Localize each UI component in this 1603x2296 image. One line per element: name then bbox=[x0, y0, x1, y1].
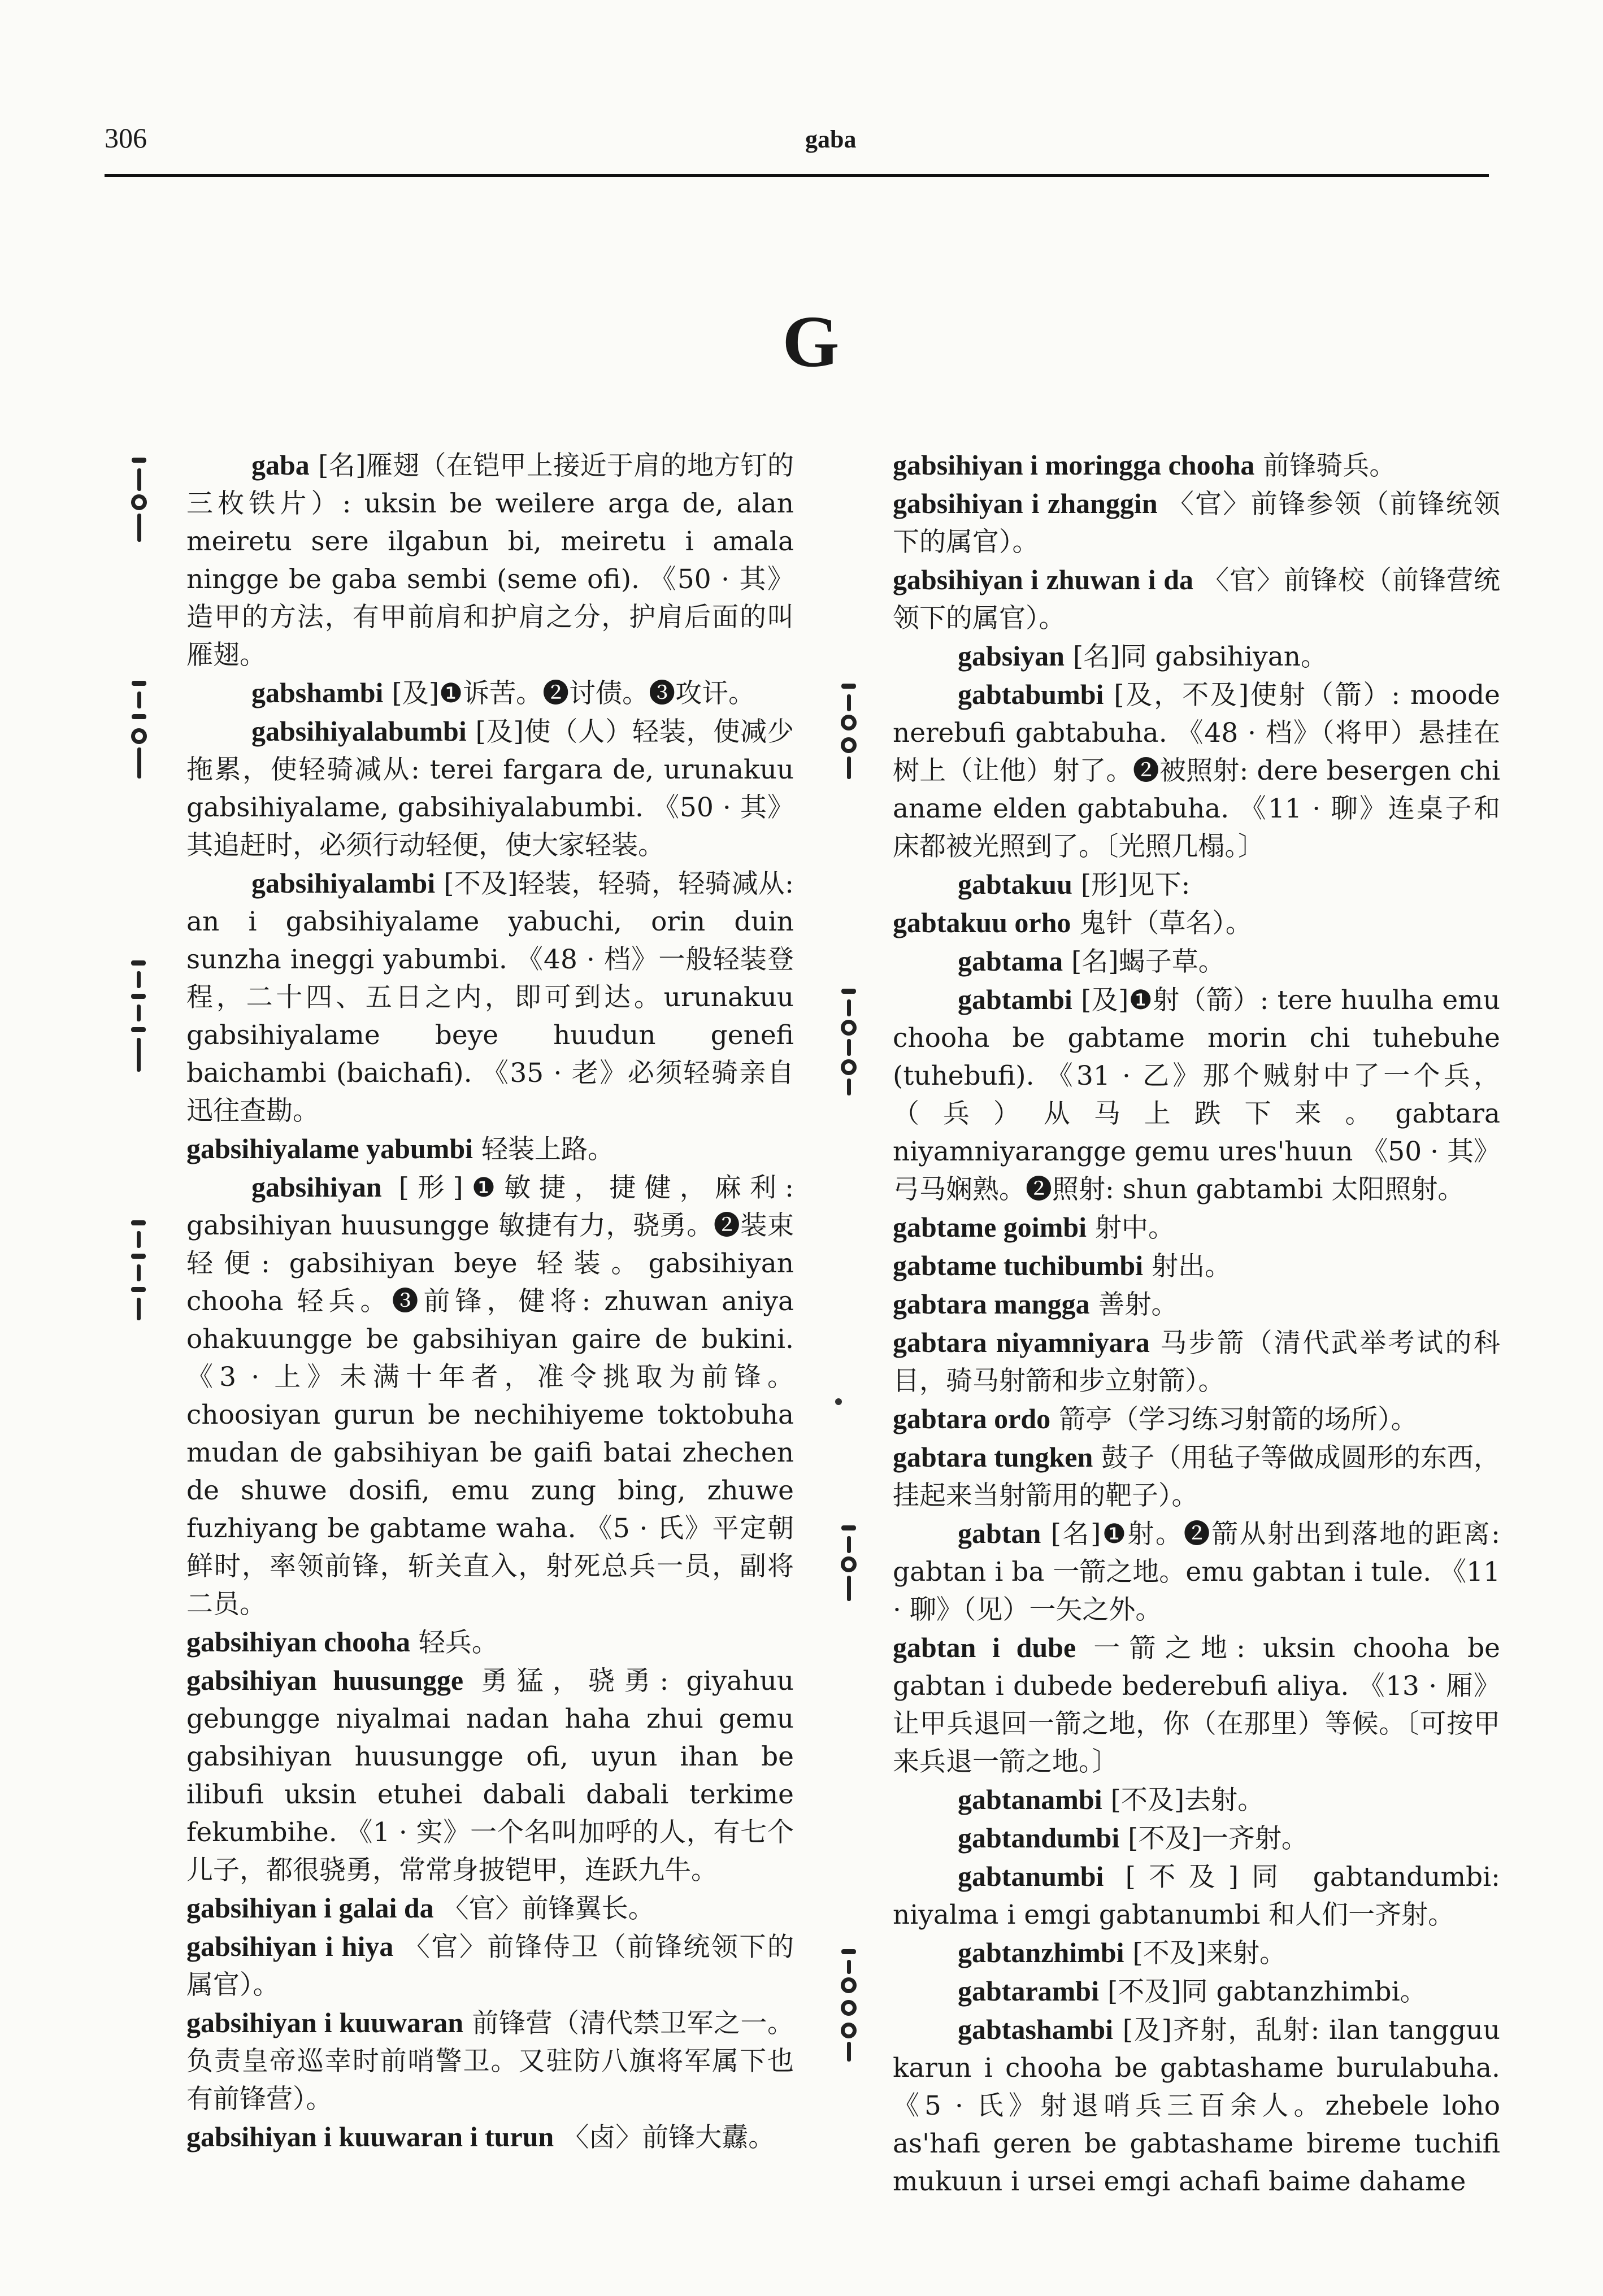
definition: [及]❶射（箭）: tere huulha emu chooha be gabtame morin chi tuhebuhe (tuhebufi). 《31 · 乙》那个贼射中了一个兵，（兵）从马上跌下来。gabtara niyamniyarangge gemu ures'huun 《50 · 其》弓马娴熟。❷照射: shun gabtambi 太阳照射。 bbox=[893, 985, 1500, 1205]
headword: gabsihiyan i kuuwaran i turun bbox=[186, 2121, 554, 2152]
definition: 善射。 bbox=[1089, 1289, 1178, 1320]
definition: [名]雁翅（在铠甲上接近于肩的地方钉的三枚铁片）: uksin be weilere arga de, alan meiretu sere ilgabun bi, meiretu i amala ningge be gaba sembi (seme ofi). 《50 · 其》造甲的方法，有甲前肩和护肩之分，护肩后面的叫雁翅。 bbox=[186, 450, 794, 671]
headword: gaba bbox=[251, 449, 310, 481]
definition: 勇猛，骁勇: giyahuu gebungge niyalmai nadan haha zhui gemu gabsihiyan huusungge ofi, uyun ihan be ilibufi uksin etuhei dabali dabali terkime fekumbihe. 《1 · 实》一个名叫加呼的人，有七个儿子，都很骁勇，常常身披铠甲，连跃九牛。 bbox=[186, 1666, 794, 1886]
manchu-script-mark bbox=[841, 678, 857, 779]
headword: gabsihiyalambi bbox=[251, 867, 436, 899]
definition: 鬼针（草名）。 bbox=[1071, 908, 1252, 939]
dictionary-entry bbox=[893, 1400, 1500, 1438]
dictionary-entry bbox=[893, 1324, 1500, 1400]
dictionary-entry bbox=[893, 1629, 1500, 1781]
dictionary-entry bbox=[893, 1972, 1500, 2011]
headword: gabtama bbox=[958, 945, 1063, 977]
headword: gabtara ordo bbox=[893, 1403, 1051, 1434]
dictionary-entry bbox=[186, 674, 794, 712]
dictionary-entry bbox=[893, 1781, 1500, 1819]
definition: [名]❶射。❷箭从射出到落地的距离: gabtan i ba 一箭之地。emu gabtan i tule. 《11 · 聊》（见）一矢之外。 bbox=[893, 1519, 1500, 1625]
header-rule bbox=[105, 174, 1489, 177]
headword: gabtame goimbi bbox=[893, 1211, 1087, 1243]
dictionary-entry bbox=[893, 866, 1500, 904]
definition: 箭亭（学习练习射箭的场所）。 bbox=[1050, 1404, 1418, 1435]
dictionary-entry bbox=[893, 1438, 1500, 1515]
headword: gabsiyan bbox=[958, 640, 1065, 672]
dictionary-entry bbox=[893, 1819, 1500, 1858]
headword: gabtakuu orho bbox=[893, 907, 1071, 938]
manchu-script-mark bbox=[131, 1215, 146, 1320]
dictionary-entry bbox=[186, 1928, 794, 2004]
headword: gabtakuu bbox=[958, 868, 1072, 900]
definition: 一箭之地: uksin chooha be gabtan i dubede bederebufi aliya. 《13 · 厢》让甲兵退回一箭之地，你（在那里）等候。〔可按甲来兵退一箭之地。〕 bbox=[893, 1633, 1500, 1777]
manchu-script-mark bbox=[131, 675, 147, 779]
dictionary-entry bbox=[893, 485, 1500, 561]
definition: [形]见下: bbox=[1072, 869, 1191, 901]
dictionary-entry bbox=[893, 1515, 1500, 1629]
headword: gabsihiyan i kuuwaran bbox=[186, 2007, 464, 2038]
dictionary-entry bbox=[893, 1934, 1500, 1972]
definition: [及]齐射，乱射: ilan tangguu karun i chooha be gabtashame burulabuha. 《5 · 氏》射退哨兵三百余人。zhebele loho as'hafi geren be gabtashame bireme tuchifi mukuun i ursei emgi achafi baime dahame bbox=[893, 2015, 1500, 2197]
dictionary-entry bbox=[186, 1623, 794, 1662]
headword: gabsihiyan i zhuwan i da bbox=[893, 564, 1193, 595]
manchu-script-mark bbox=[841, 983, 857, 1095]
headword: gabsihiyan huusungge bbox=[186, 1664, 464, 1696]
headword: gabsihiyan i zhanggin bbox=[893, 488, 1158, 519]
dictionary-entry bbox=[186, 1130, 794, 1168]
headword: gabsihiyalame yabumbi bbox=[186, 1133, 473, 1164]
headword: gabtame tuchibumbi bbox=[893, 1250, 1144, 1281]
left-column bbox=[186, 446, 794, 2156]
dictionary-entry bbox=[186, 446, 794, 674]
definition: 〈官〉前锋参领（前锋统领下的属官）。 bbox=[893, 489, 1500, 558]
definition: [形]❶敏捷，捷健，麻利: gabsihiyan huusungge 敏捷有力，骁勇。❷装束轻便: gabsihiyan beye 轻装。gabsihiyan chooha 轻兵。❸前锋，健将: zhuwan aniya ohakuungge be gabsihiyan gaire de bukini. 《3 · 上》未满十年者，准令挑取为前锋。choosiyan gurun be nechihiyeme toktobuha mudan de gabsihiyan be gaifi batai zhechen de shuwe dosifi, emu zung bing, zhuwe fuzhiyang be gabtame waha. 《5 · 氏》平定朝鲜时，率领前锋，斩关直入，射死总兵一员，副将二员。 bbox=[186, 1172, 794, 1620]
dictionary-entry bbox=[186, 2004, 794, 2118]
dictionary-entry bbox=[893, 676, 1500, 866]
definition: 轻兵。 bbox=[410, 1627, 498, 1658]
dictionary-entry bbox=[893, 904, 1500, 942]
manchu-script-mark bbox=[841, 1520, 857, 1601]
definition: 〈卤〉前锋大纛。 bbox=[554, 2122, 775, 2153]
dictionary-entry bbox=[893, 1208, 1500, 1247]
manchu-script-mark bbox=[841, 1943, 857, 2062]
definition: [及]❶诉苦。❷讨债。❸攻讦。 bbox=[383, 678, 755, 709]
headword: gabsihiyalabumbi bbox=[251, 715, 467, 747]
dictionary-entry bbox=[186, 864, 794, 1130]
manchu-script-mark bbox=[131, 955, 146, 1072]
headword: gabshambi bbox=[251, 677, 384, 708]
page-header bbox=[105, 121, 1489, 167]
dictionary-entry bbox=[186, 1662, 794, 1889]
headword: gabtara niyamniyara bbox=[893, 1327, 1150, 1358]
definition: [名]蝎子草。 bbox=[1063, 946, 1225, 977]
section-letter: G bbox=[782, 301, 840, 382]
definition: 射中。 bbox=[1087, 1212, 1175, 1243]
definition: 鼓子（用毡子等做成圆形的东西，挂起来当射箭用的靶子）。 bbox=[893, 1442, 1500, 1511]
definition: 轻装上路。 bbox=[473, 1134, 615, 1165]
dictionary-entry bbox=[893, 446, 1500, 485]
dictionary-entry bbox=[893, 981, 1500, 1208]
definition: [不及]同 gabtanzhimbi。 bbox=[1099, 1976, 1427, 2007]
headword: gabsihiyan i hiya bbox=[186, 1930, 394, 1962]
dictionary-entry bbox=[893, 561, 1500, 637]
definition: 前锋营（清代禁卫军之一。负责皇帝巡幸时前哨警卫。又驻防八旗将军属下也有前锋营）。 bbox=[186, 2008, 794, 2115]
headword: gabtashambi bbox=[958, 2014, 1114, 2045]
headword: gabsihiyan chooha bbox=[186, 1626, 410, 1658]
headword: gabsihiyan i moringga chooha bbox=[893, 449, 1255, 481]
headword: gabtandumbi bbox=[958, 1822, 1120, 1854]
dictionary-entry bbox=[893, 637, 1500, 676]
dictionary-entry bbox=[186, 1168, 794, 1623]
dictionary-entry bbox=[186, 1889, 794, 1928]
scan-speck bbox=[835, 1398, 842, 1405]
definition: [不及]来射。 bbox=[1124, 1938, 1287, 1969]
headword: gabtanambi bbox=[958, 1784, 1102, 1815]
headword: gabtan bbox=[958, 1517, 1041, 1549]
manchu-script-mark bbox=[131, 452, 147, 542]
headword: gabtanzhimbi bbox=[958, 1937, 1124, 1968]
headword: gabsihiyan bbox=[251, 1171, 382, 1203]
definition: [及，不及]使射（箭）: moode nerebufi gabtabuha. 《48 · 档》（将甲）悬挂在树上（让他）射了。❷被照射: dere besergen chi aname elden gabtabuha. 《11 · 聊》连桌子和床都被光照到了。〔光照几榻。〕 bbox=[893, 680, 1500, 862]
definition: [不及]同 gabtandumbi: niyalma i emgi gabtanumbi 和人们一齐射。 bbox=[893, 1862, 1500, 1930]
dictionary-entry bbox=[893, 1247, 1500, 1285]
dictionary-entry bbox=[893, 2011, 1500, 2201]
headword: gabtanumbi bbox=[958, 1860, 1104, 1892]
definition: [不及]去射。 bbox=[1102, 1785, 1265, 1816]
definition: [名]同 gabsihiyan。 bbox=[1064, 641, 1328, 672]
headword: gabtara mangga bbox=[893, 1288, 1090, 1320]
page-number: 306 bbox=[105, 122, 147, 154]
definition: 射出。 bbox=[1143, 1251, 1232, 1282]
headword: gabtan i dube bbox=[893, 1632, 1076, 1663]
headword: gabsihiyan i galai da bbox=[186, 1892, 434, 1924]
definition: [不及]一齐射。 bbox=[1119, 1823, 1308, 1854]
definition: [及]使（人）轻装，使减少拖累，使轻骑减从: terei fargara de, urunakuu gabsihiyalame, gabsihiyalabumbi. 《50 · 其》其追赶时，必须行动轻便，使大家轻装。 bbox=[186, 716, 794, 861]
dictionary-entry bbox=[893, 1858, 1500, 1934]
right-column bbox=[893, 446, 1500, 2201]
definition: 〈官〉前锋翼长。 bbox=[433, 1893, 655, 1924]
headword: gabtarambi bbox=[958, 1975, 1099, 2007]
dictionary-entry bbox=[186, 2118, 794, 2156]
dictionary-entry bbox=[893, 942, 1500, 981]
definition: 前锋骑兵。 bbox=[1254, 450, 1396, 481]
definition: 马步箭（清代武举考试的科目，骑马射箭和步立射箭）。 bbox=[893, 1328, 1500, 1397]
headword: gabtabumbi bbox=[958, 679, 1104, 710]
headword: gabtara tungken bbox=[893, 1441, 1093, 1473]
definition: 〈官〉前锋侍卫（前锋统领下的属官）。 bbox=[186, 1932, 794, 2001]
headword: gabtambi bbox=[958, 984, 1072, 1015]
running-head: gaba bbox=[805, 125, 857, 153]
dictionary-entry bbox=[893, 1285, 1500, 1324]
definition: 〈官〉前锋校（前锋营统领下的属官）。 bbox=[893, 565, 1500, 634]
dictionary-entry bbox=[186, 712, 794, 864]
definition: [不及]轻装，轻骑，轻骑减从: an i gabsihiyalame yabuchi, orin duin sunzha ineggi yabumbi. 《48 · 档》一般轻装登程，二十四、五日之内，即可到达。urunakuu gabsihiyalame beye huudun genefi baichambi (baichafi). 《35 · 老》必须轻骑亲自迅往查勘。 bbox=[186, 868, 794, 1127]
